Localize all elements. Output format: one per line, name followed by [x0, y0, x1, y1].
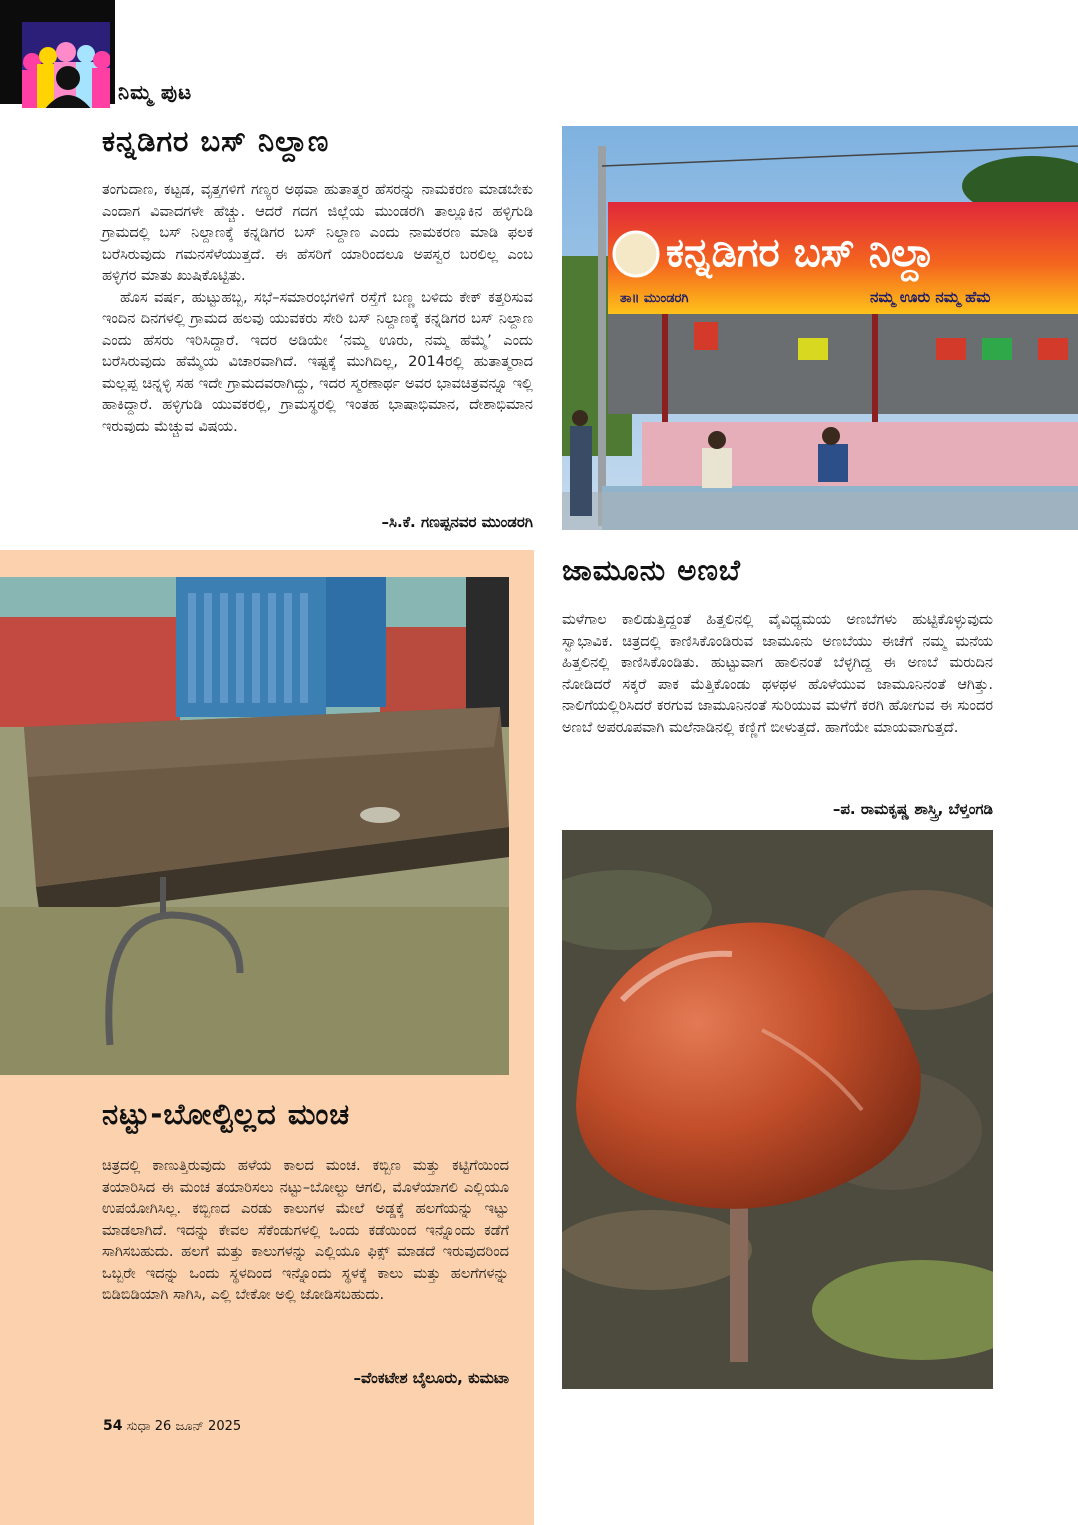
- article2-paragraph: ಮಳೆಗಾಲ ಕಾಲಿಡುತ್ತಿದ್ದಂತೆ ಹಿತ್ತಲಿನಲ್ಲಿ ವೈವಿಧ್ಯಮಯ ಅಣಬೆಗಳು ಹುಟ್ಟಿಕೊಳ್ಳುವುದು ಸ್ವಾಭಾವಿಕ. ಚಿತ್ರದಲ್ಲಿ ಕಾಣಿಸಿಕೊಂಡಿರುವ ಜಾಮೂನು ಅಣಬೆಯು ಈಚೆಗೆ ನಮ್ಮ ಮನೆಯ ಹಿತ್ತಲಿನಲ್ಲಿ ಕಾಣಿಸಿಕೊಂಡಿತು. ಹುಟ್ಟುವಾಗ ಹಾಲಿನಂತೆ ಬೆಳ್ಳಗಿದ್ದ ಈ ಅಣಬೆ ಮರುದಿನ ನೋಡಿದರೆ ಸಕ್ಕರೆ ಪಾಕ ಮೆತ್ತಿಕೊಂಡು ಥಳಥಳ ಹೊಳೆಯುವ ಜಾಮೂನಿನಂತೆ ಆಗಿತ್ತು. ನಾಲಿಗೆಯಲ್ಲಿರಿಸಿದರೆ ಕರಗುವ ಜಾಮೂನಿನಂತೆ ಸುರಿಯುವ ಮಳೆಗೆ ಕರಗಿ ಹೋಗುವ ಈ ಸುಂದರ ಅಣಬೆ ಅಪರೂಪವಾಗಿ ಮಲೆನಾಡಿನಲ್ಲಿ ಕಣ್ಣಿಗೆ ಬೀಳುತ್ತದೆ. ಹಾಗೆಯೇ ಮಾಯವಾಗುತ್ತದೆ.: [562, 612, 993, 736]
- article1-title: ಕನ್ನಡಿಗರ ಬಸ್ ನಿಲ್ದಾಣ: [102, 124, 330, 158]
- article1-paragraph: ಹೊಸ ವರ್ಷ, ಹುಟ್ಟುಹಬ್ಬ, ಸಭೆ–ಸಮಾರಂಭಗಳಿಗೆ ರಸ್ತೆಗೆ ಬಣ್ಣ ಬಳಿದು ಕೇಕ್ ಕತ್ತರಿಸುವ ಇಂದಿನ ದಿನಗಳಲ್ಲಿ ಗ್ರಾಮದ ಹಲವು ಯುವಕರು ಸೇರಿ ಬಸ್ ನಿಲ್ದಾಣಕ್ಕೆ ಕನ್ನಡಿಗರ ಬಸ್ ನಿಲ್ದಾಣ ಎಂದು ಹೆಸರು ಇರಿಸಿದ್ದಾರೆ. ಇದರ ಅಡಿಯೇ ‘ನಮ್ಮ ಊರು, ನಮ್ಮ ಹೆಮ್ಮೆ’ ಎಂದು ಬರೆಸಿರುವುದು ಹೆಮ್ಮೆಯ ವಿಚಾರವಾಗಿದೆ. ಇಷ್ಟಕ್ಕೆ ಮುಗಿದಿಲ್ಲ, 2014ರಲ್ಲಿ ಹುತಾತ್ಮರಾದ ಮಲ್ಲಪ್ಪ ಚಿನ್ನಳ್ಳಿ ಸಹ ಇದೇ ಗ್ರಾಮದವರಾಗಿದ್ದು, ಇದರ ಸ್ಮರಣಾರ್ಥ ಅವರ ಭಾವಚಿತ್ರವನ್ನೂ ಇಲ್ಲಿ ಹಾಕಿದ್ದಾರೆ. ಹಳ್ಳಿಗುಡಿ ಯುವಕರಲ್ಲಿ, ಗ್ರಾಮಸ್ಥರಲ್ಲಿ ಇಂತಹ ಭಾಷಾಭಿಮಾನ, ದೇಶಾಭಿಮಾನ ಇರುವುದು ಮೆಚ್ಚುವ ವಿಷಯ.: [102, 289, 533, 435]
- section-label: ನಿಮ್ಮ ಪುಟ: [118, 80, 193, 104]
- page-footer: [103, 1418, 241, 1434]
- magazine-issue: ಸುಧಾ 26 ಜೂನ್ 2025: [126, 1419, 242, 1434]
- article3-byline: –ವೆಂಕಟೇಶ ಬೈಲೂರು, ಕುಮಟಾ: [353, 1369, 509, 1387]
- bus-stop-sign-subtext: ತಾ॥ ಮುಂಡರಗಿ: [620, 291, 689, 306]
- article2-byline: –ಪ. ರಾಮಕೃಷ್ಣ ಶಾಸ್ತ್ರಿ, ಬೆಳ್ತಂಗಡಿ: [832, 800, 993, 818]
- page-number: 54: [103, 1418, 123, 1434]
- article3-paragraph: ಚಿತ್ರದಲ್ಲಿ ಕಾಣುತ್ತಿರುವುದು ಹಳೆಯ ಕಾಲದ ಮಂಚ. ಕಬ್ಬಿಣ ಮತ್ತು ಕಟ್ಟಿಗೆಯಿಂದ ತಯಾರಿಸಿದ ಈ ಮಂಚ ತಯಾರಿಸಲು ನಟ್ಟು–ಬೋಲ್ಟು ಆಗಲಿ, ಮೊಳೆಯಾಗಲಿ ಎಲ್ಲಿಯೂ ಉಪಯೋಗಿಸಿಲ್ಲ. ಕಬ್ಬಿಣದ ಎರಡು ಕಾಲುಗಳ ಮೇಲೆ ಅಡ್ಡಕ್ಕೆ ಹಲಗೆಯನ್ನು ಇಟ್ಟು ಮಾಡಲಾಗಿದೆ. ಇದನ್ನು ಕೇವಲ ಸೆಕೆಂಡುಗಳಲ್ಲಿ ಒಂದು ಕಡೆಯಿಂದ ಇನ್ನೊಂದು ಕಡೆಗೆ ಸಾಗಿಸಬಹುದು. ಹಲಗೆ ಮತ್ತು ಕಾಲುಗಳನ್ನು ಎಲ್ಲಿಯೂ ಫಿಕ್ಸ್ ಮಾಡದೆ ಇರುವುದರಿಂದ ಒಬ್ಬರೇ ಇದನ್ನು ಒಂದು ಸ್ಥಳದಿಂದ ಇನ್ನೊಂದು ಸ್ಥಳಕ್ಕೆ ಕಾಲು ಮತ್ತು ಹಲಗೆಗಳನ್ನು ಬಿಡಿಬಿಡಿಯಾಗಿ ಸಾಗಿಸಿ, ಎಲ್ಲಿ ಬೇಕೋ ಅಲ್ಲಿ ಜೋಡಿಸಬಹುದು.: [102, 1158, 509, 1303]
- bus-stop-sign-subtext: ನಮ್ಮ ಊರು ನಮ್ಮ ಹೆಮ: [870, 288, 991, 306]
- article3-title: ನಟ್ಟು-ಬೋಲ್ಟಿಲ್ಲದ ಮಂಚ: [102, 1097, 351, 1131]
- article2-body: [562, 610, 993, 739]
- mushroom-photo: [562, 830, 993, 1389]
- article3-body: [102, 1156, 509, 1307]
- article1-body: [102, 180, 533, 438]
- article2-title: ಜಾಮೂನು ಅಣಬೆ: [562, 553, 741, 587]
- people-crowd-icon: [22, 22, 110, 108]
- article1-byline: –ಸಿ.ಕೆ. ಗಣಪ್ಪನವರ ಮುಂಡರಗಿ: [381, 513, 533, 531]
- bus-stop-sign-text: ಕನ್ನಡಿಗರ ಬಸ್ ನಿಲ್ದಾ: [666, 230, 935, 276]
- bus-stop-photo: [562, 126, 1078, 530]
- cot-photo: [0, 577, 509, 1075]
- article1-paragraph: ತಂಗುದಾಣ, ಕಟ್ಟಡ, ವೃತ್ತಗಳಿಗೆ ಗಣ್ಯರ ಅಥವಾ ಹುತಾತ್ಮರ ಹೆಸರನ್ನು ನಾಮಕರಣ ಮಾಡಬೇಕು ಎಂದಾಗ ವಿವಾದಗಳೇ ಹೆಚ್ಚು. ಆದರೆ ಗದಗ ಜಿಲ್ಲೆಯ ಮುಂಡರಗಿ ತಾಲ್ಲೂಕಿನ ಹಳ್ಳಿಗುಡಿ ಗ್ರಾಮದಲ್ಲಿ ಬಸ್ ನಿಲ್ದಾಣಕ್ಕೆ ಕನ್ನಡಿಗರ ಬಸ್ ನಿಲ್ದಾಣ ಎಂದು ನಾಮಕರಣ ಮಾಡಿ ಫಲಕ ಬರೆಸಿರುವುದು ಗಮನಸೆಳೆಯುತ್ತದೆ. ಈ ಹೆಸರಿಗೆ ಯಾರಿಂದಲೂ ಅಪಸ್ವರ ಬರಲಿಲ್ಲ ಎಂಬ ಹಳ್ಳಿಗರ ಮಾತು ಖುಷಿಕೊಟ್ಟಿತು.: [102, 182, 533, 284]
